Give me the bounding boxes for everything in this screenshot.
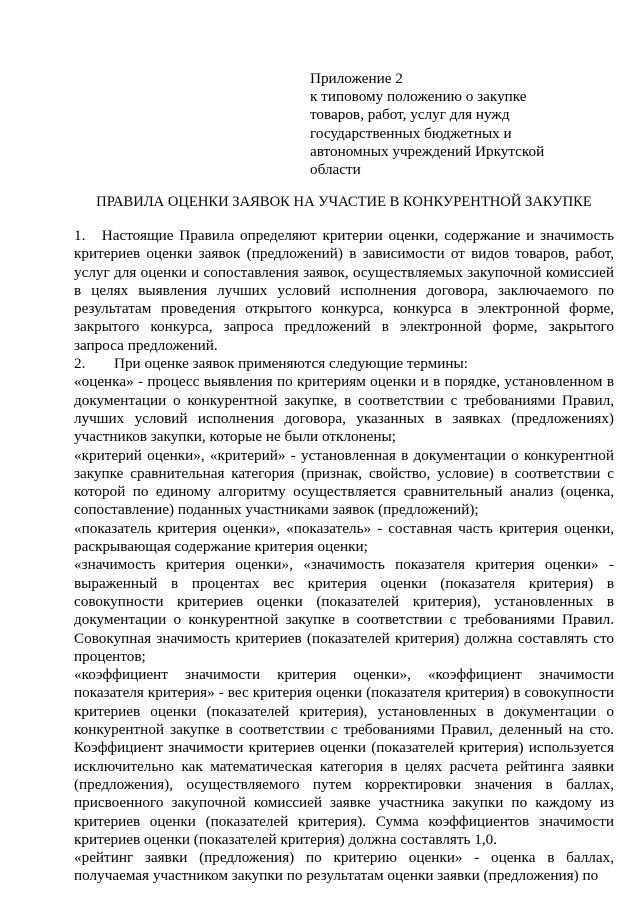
paragraph-text: «критерий оценки», «критерий» - установленная в документации о конкурентной закупке сравнительная категория (признак, свойство, условие) в соответствии с которой по единому алгоритму осуществляется сравнительный анализ (оценка, сопоставление) поданных участниками заявок (предложений);	[74, 446, 614, 519]
paragraph	[74, 355, 614, 373]
paragraph-text: «коэффициент значимости критерия оценки», «коэффициент значимости показателя критерия» - вес критерия оценки (показателя критерия) в совокупности критериев оценки (показателей критерия), установленных в документации о конкурентной закупке в соответствии с требованиями Правил, деленный на сто. Коэффициент значимости критериев оценки (показателей критерия) используется исключительно как математическая категория в целях расчета рейтинга заявки (предложения), осуществляемого путем корректировки значения в баллах, присвоенного закупочной комиссией заявке участника закупки по каждому из критериев оценки (показателей критерия). Сумма коэффициентов значимости критериев оценки (показателей критерия) должна составлять 1,0.	[74, 666, 614, 848]
annex-line: государственных бюджетных и	[310, 124, 512, 142]
paragraph-number: 1.	[74, 227, 86, 244]
paragraph-number: 2.	[74, 355, 86, 373]
document-title: ПРАВИЛА ОЦЕНКИ ЗАЯВОК НА УЧАСТИЕ В КОНКУРЕНТНОЙ ЗАКУПКЕ	[96, 194, 592, 210]
paragraph-text: При оценке заявок применяются следующие термины:	[114, 355, 468, 373]
paragraph	[74, 447, 614, 520]
paragraph	[74, 666, 614, 849]
paragraph	[74, 520, 614, 557]
annex-line: товаров, работ, услуг для нужд	[310, 106, 510, 124]
annex-line: Приложение 2	[310, 70, 403, 87]
annex-line: области	[310, 161, 361, 179]
document-body	[74, 227, 614, 886]
annex-header	[310, 70, 600, 179]
paragraph	[74, 849, 614, 886]
annex-line: к типовому положению о закупке	[310, 88, 527, 106]
paragraph	[74, 556, 614, 666]
paragraph	[74, 227, 614, 355]
paragraph-text: Настоящие Правила определяют критерии оценки, содержание и значимость критериев оценки заявок (предложений) в зависимости от видов товаров, работ, услуг для оценки и сопоставления заявок, осуществляемых закупочной комиссией в целях выявления лучших условий исполнения договора, заключаемого по результатам проведения открытого конкурса, конкурса в электронной форме, закрытого конкурса, запроса предложений в электронной форме, закрытого запроса предложений.	[74, 227, 614, 354]
paragraph-text: «показатель критерия оценки», «показатель» - составная часть критерия оценки, раскрывающая содержание критерия оценки;	[74, 519, 614, 556]
paragraph-text: «оценка» - процесс выявления по критериям оценки и в порядке, установленном в документации о конкурентной закупке, в соответствии с требованиями Правил, лучших условий исполнения договора, указанных в заявках (предложениях) участников закупки, которые не были отклонены;	[74, 373, 614, 446]
paragraph-text: «рейтинг заявки (предложения) по критерию оценки» - оценка в баллах, получаемая участником закупки по результатам оценки заявки (предложения) по	[74, 849, 614, 885]
paragraph	[74, 373, 614, 446]
annex-line: автономных учреждений Иркутской	[310, 142, 545, 160]
paragraph-text: «значимость критерия оценки», «значимость показателя критерия оценки» - выраженный в процентах вес критерия оценки (показателя критерия) в совокупности критериев оценки (показателей критерия), установленных в документации о конкурентной закупке в соответствии с требованиями Правил. Совокупная значимость критериев (показателей критерия) должна составлять сто процентов;	[74, 556, 614, 665]
